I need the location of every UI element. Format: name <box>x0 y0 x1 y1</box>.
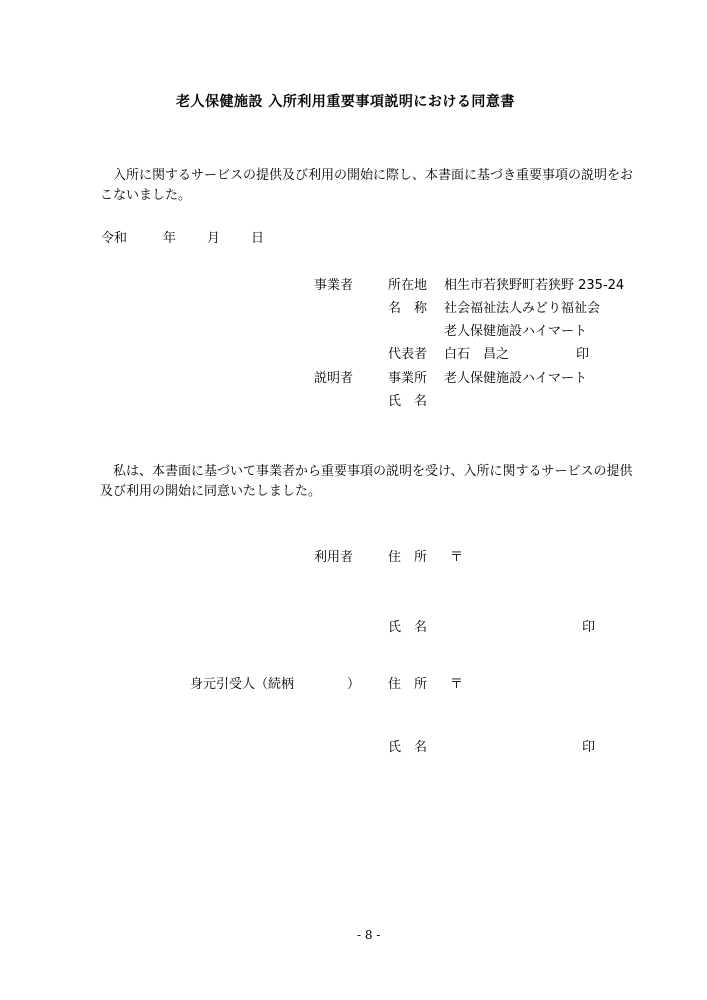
date-day-label: 日 <box>251 231 265 246</box>
date-year-label: 年 <box>163 231 177 246</box>
guarantor-close-paren: ） <box>347 677 361 692</box>
operator-address-label: 所在地 <box>388 278 428 293</box>
user-address-label: 住 所 <box>388 550 428 565</box>
page-number: - 8 - <box>357 928 381 942</box>
guarantor-label: 身元引受人（続柄 <box>190 677 295 692</box>
guarantor-name-label: 氏 名 <box>388 740 428 755</box>
explainer-name-label: 氏 名 <box>388 394 428 409</box>
explainer-office: 老人保健施設ハイマート <box>444 371 588 386</box>
explainer-label: 説明者 <box>314 371 354 386</box>
operator-address: 相生市若狭野町若狭野 235-24 <box>444 278 625 293</box>
explanation-paragraph: 入所に関するサービスの提供及び利用の開始に際し、本書面に基づき重要事項の説明をおこないました。 <box>100 168 634 203</box>
document-title: 老人保健施設 入所利用重要事項説明における同意書 <box>176 94 515 110</box>
user-postal-mark: 〒 <box>450 550 464 565</box>
consent-paragraph: 私は、本書面に基づいて事業者から重要事項の説明を受け、入所に関するサービスの提供及び利用の開始に同意いたしました。 <box>100 464 633 499</box>
guarantor-seal: 印 <box>582 740 596 755</box>
user-label: 利用者 <box>314 550 354 565</box>
operator-name-line1: 社会福祉法人みどり福祉会 <box>444 301 601 316</box>
user-seal: 印 <box>582 620 596 635</box>
guarantor-address-label: 住 所 <box>388 677 428 692</box>
user-name-label: 氏 名 <box>388 620 428 635</box>
explainer-office-label: 事業所 <box>388 371 428 386</box>
operator-name-line2: 老人保健施設ハイマート <box>444 324 588 339</box>
date-era: 令和 <box>101 231 128 246</box>
operator-seal: 印 <box>576 347 590 362</box>
operator-representative-name: 白石 昌之 <box>444 347 510 362</box>
operator-label: 事業者 <box>314 278 354 293</box>
guarantor-postal-mark: 〒 <box>450 677 464 692</box>
date-month-label: 月 <box>207 231 221 246</box>
operator-representative-label: 代表者 <box>388 347 428 362</box>
operator-name-label: 名 称 <box>388 301 428 316</box>
